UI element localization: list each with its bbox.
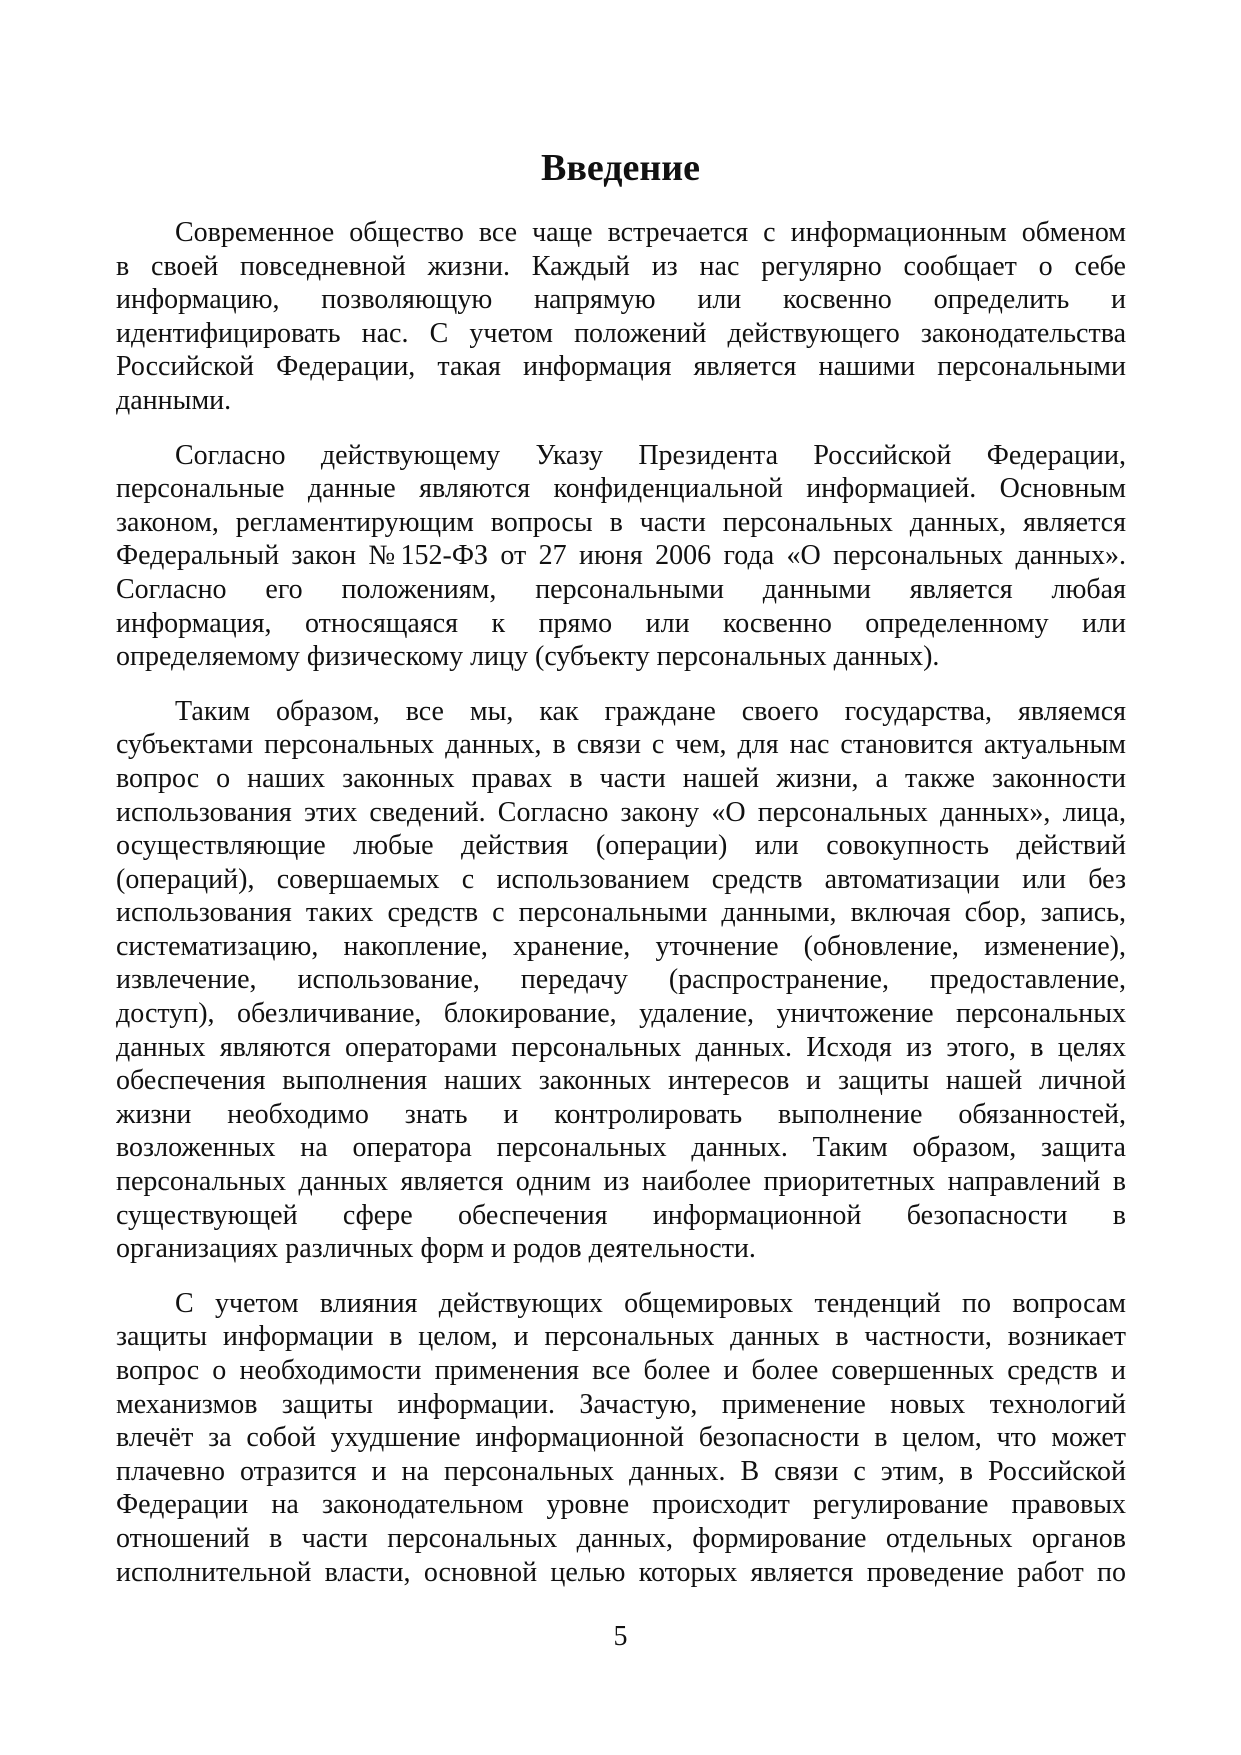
- text-line: Согласно действующему Указу Президента Российской Федерации,: [175, 439, 1126, 471]
- page-number: 5: [613, 1621, 628, 1652]
- text-line: данных являются операторами персональных данных. Исходя из этого, в целях: [116, 1031, 1126, 1063]
- paragraph: [116, 216, 1126, 418]
- text-line: Федерации на законодательном уровне происходит регулирование правовых: [116, 1489, 1126, 1521]
- text-line: персональных данных является одним из наиболее приоритетных направлений в: [116, 1166, 1126, 1198]
- text-line: данными.: [116, 384, 232, 416]
- text-line: осуществляющие любые действия (операции) или совокупность действий: [116, 830, 1126, 862]
- text-line: информация, относящаяся к прямо или косвенно определенному или: [116, 607, 1126, 639]
- document-body: [116, 216, 1126, 1610]
- text-line: субъектами персональных данных, в связи с чем, для нас становится актуальным: [116, 729, 1126, 761]
- paragraph: [116, 1287, 1126, 1589]
- text-line: Таким образом, все мы, как граждане своего государства, являемся: [175, 695, 1126, 727]
- text-line: существующей сфере обеспечения информационной безопасности в: [116, 1199, 1126, 1231]
- text-line: в своей повседневной жизни. Каждый из нас регулярно сообщает о себе: [116, 250, 1126, 282]
- text-line: персональные данные являются конфиденциальной информацией. Основным: [116, 473, 1126, 505]
- page-title: Введение: [541, 147, 700, 190]
- text-line: Современное общество все чаще встречается с информационным обменом: [175, 217, 1126, 248]
- text-line: Федеральный закон №152-ФЗ от 27 июня 2006 года «О персональных данных».: [116, 540, 1126, 572]
- text-line: (операций), совершаемых с использованием средств автоматизации или без: [116, 863, 1126, 895]
- text-line: использования этих сведений. Согласно закону «О персональных данных», лица,: [116, 796, 1126, 828]
- text-line: возложенных на оператора персональных данных. Таким образом, защита: [116, 1132, 1126, 1164]
- text-line: С учетом влияния действующих общемировых тенденций по вопросам: [175, 1287, 1126, 1319]
- text-line: вопрос о необходимости применения все более и более совершенных средств и: [116, 1355, 1126, 1386]
- text-line: защиты информации в целом, и персональных данных в частности, возникает: [116, 1321, 1126, 1353]
- text-line: отношений в части персональных данных, формирование отдельных органов: [116, 1522, 1126, 1554]
- text-line: обеспечения выполнения наших законных интересов и защиты нашей личной: [116, 1065, 1126, 1097]
- text-line: плачевно отразится и на персональных данных. В связи с этим, в Российской: [116, 1455, 1126, 1487]
- text-line: жизни необходимо знать и контролировать выполнение обязанностей,: [116, 1098, 1126, 1130]
- text-line: идентифицировать нас. С учетом положений действующего законодательства: [116, 317, 1126, 349]
- text-line: Согласно его положениям, персональными данными является любая: [116, 573, 1126, 605]
- text-line: законом, регламентирующим вопросы в части персональных данных, является: [116, 506, 1126, 538]
- text-line: систематизацию, накопление, хранение, уточнение (обновление, изменение),: [116, 930, 1126, 962]
- text-line: доступ), обезличивание, блокирование, удаление, уничтожение персональных: [116, 998, 1126, 1030]
- text-line: извлечение, использование, передачу (распространение, предоставление,: [116, 964, 1126, 996]
- paragraph: [116, 439, 1126, 674]
- text-line: вопрос о наших законных правах в части нашей жизни, а также законности: [116, 762, 1126, 794]
- text-line: организациях различных форм и родов деятельности.: [116, 1233, 756, 1265]
- text-line: определяемому физическому лицу (субъекту персональных данных).: [116, 641, 940, 673]
- text-line: механизмов защиты информации. Зачастую, применение новых технологий: [116, 1388, 1126, 1420]
- text-line: информацию, позволяющую напрямую или косвенно определить и: [116, 284, 1126, 316]
- paragraph: [116, 695, 1126, 1266]
- text-line: исполнительной власти, основной целью которых является проведение работ по: [116, 1556, 1126, 1588]
- text-line: Российской Федерации, такая информация является нашими персональными: [116, 351, 1126, 383]
- text-line: использования таких средств с персональными данными, включая сбор, запись,: [116, 897, 1126, 929]
- text-line: влечёт за собой ухудшение информационной безопасности в целом, что может: [116, 1422, 1126, 1454]
